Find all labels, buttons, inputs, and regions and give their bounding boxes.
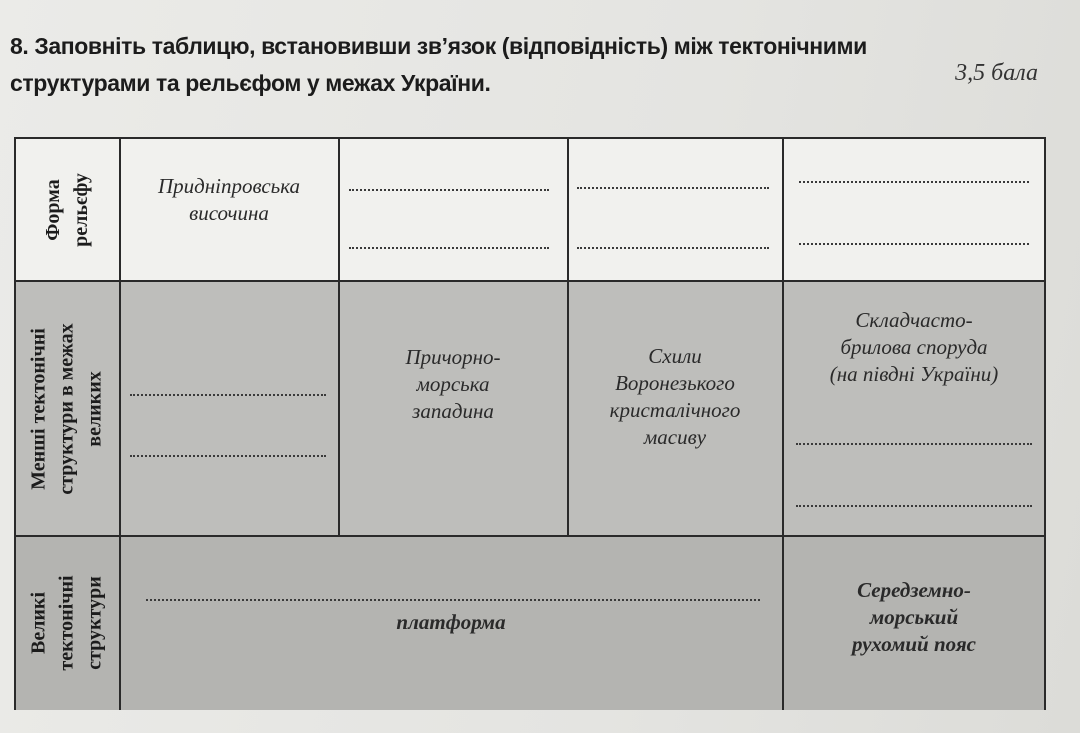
row-header-large-line-2: тектонічні xyxy=(55,575,78,671)
answer-blank[interactable] xyxy=(796,443,1032,445)
relief-cell-line-1: Придніпровська xyxy=(157,174,301,198)
cell-line: масиву xyxy=(643,425,707,449)
points-value: 3,5 бала xyxy=(955,60,1038,86)
answer-blank[interactable] xyxy=(146,599,760,601)
cell-line: (на півдні України) xyxy=(829,362,999,386)
voronezh-massif-slopes xyxy=(568,343,782,451)
row-header-smaller-structures xyxy=(16,281,118,536)
answer-blank[interactable] xyxy=(577,247,769,249)
cell-line: кристалічного xyxy=(609,398,741,422)
row-header-smaller-line-2: структури в межах xyxy=(56,322,78,495)
column-divider-1 xyxy=(338,139,340,536)
cell-line: Схили xyxy=(648,344,702,368)
row-divider-2 xyxy=(16,535,1044,537)
answer-blank[interactable] xyxy=(577,187,769,189)
cell-line: западина xyxy=(412,399,494,423)
cell-line: Причорно- xyxy=(405,345,501,369)
cell-line: рухомий пояс xyxy=(852,632,976,656)
row-header-large-line-1: Великі xyxy=(27,591,50,655)
answer-blank[interactable] xyxy=(799,243,1029,245)
row-header-relief-line-2: рельєфу xyxy=(70,173,92,247)
column-divider-2 xyxy=(567,139,569,536)
answer-blank[interactable] xyxy=(130,455,326,457)
row-header-relief-line-1: Форма xyxy=(42,179,64,241)
row-header-relief xyxy=(16,139,118,281)
row-header-large-line-3: структури xyxy=(83,576,106,670)
task-line-2: структурами та рельєфом у межах України. xyxy=(10,70,491,96)
answer-blank[interactable] xyxy=(130,394,326,396)
correspondence-table xyxy=(14,137,1046,710)
fold-block-structure xyxy=(783,307,1045,388)
row-divider-1 xyxy=(16,280,1044,282)
task-line-1: 8. Заповніть таблицю, встановивши зв’язок (відповідність) між тектонічними xyxy=(10,33,867,59)
answer-blank[interactable] xyxy=(799,181,1029,183)
cell-line: морський xyxy=(869,605,959,629)
cell-line: морська xyxy=(416,372,490,396)
answer-blank[interactable] xyxy=(349,247,549,249)
cell-line: Воронезького xyxy=(615,371,735,395)
cell-line: брилова споруда xyxy=(840,335,988,359)
task-statement xyxy=(10,28,1060,102)
platform-label: платформа xyxy=(396,610,506,634)
cell-line: Складчасто- xyxy=(855,308,973,332)
answer-blank[interactable] xyxy=(796,505,1032,507)
row-header-large-structures xyxy=(16,536,118,710)
cell-line: Середземно- xyxy=(857,578,971,602)
row-header-smaller-line-3: великих xyxy=(84,370,106,447)
black-sea-depression xyxy=(339,344,567,425)
relief-cell-line-2: височина xyxy=(189,201,269,225)
row-header-smaller-line-1: Менші тектонічні xyxy=(28,327,50,490)
answer-blank[interactable] xyxy=(349,189,549,191)
mediterranean-mobile-belt xyxy=(783,577,1045,658)
relief-cell-dnipro-upland xyxy=(120,173,338,227)
